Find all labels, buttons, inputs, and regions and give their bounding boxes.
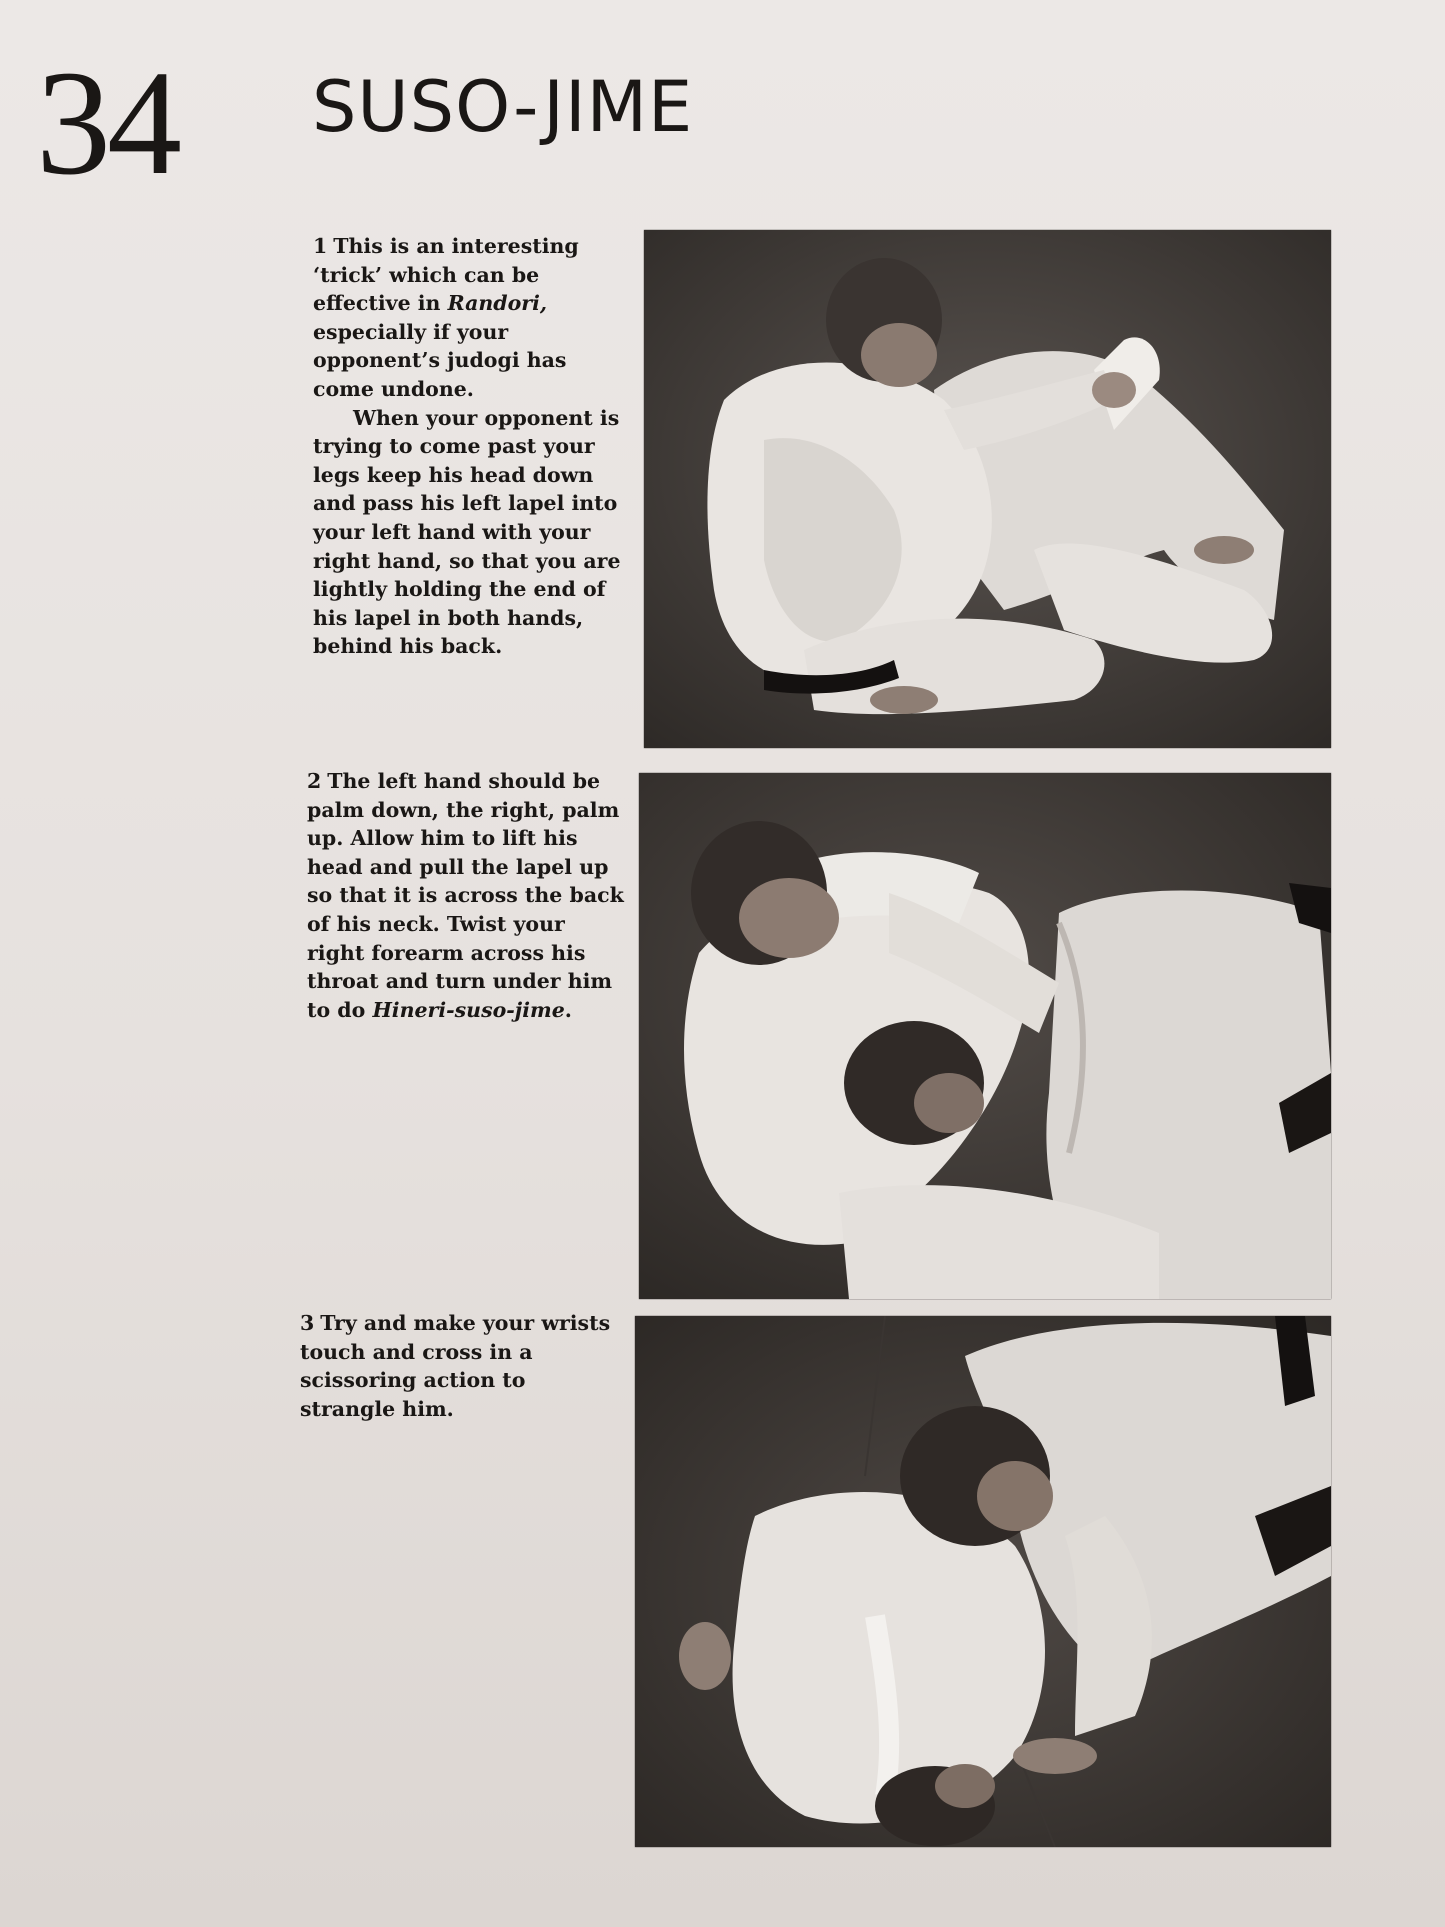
judo-photo-step-2 xyxy=(639,773,1331,1299)
step-2-text xyxy=(307,767,625,1024)
chapter-title: SUSO-JIME xyxy=(312,66,694,148)
step-2-number: 2 xyxy=(307,769,322,793)
step-2-term: Hineri-suso-jime xyxy=(372,997,565,1022)
judo-photo-step-3 xyxy=(635,1316,1331,1847)
judo-photo-step-1 xyxy=(644,230,1331,748)
step-1-text-pre: This is an interesting ‘trick’ which can be effective in xyxy=(313,234,579,316)
step-1-number: 1 xyxy=(313,234,328,258)
step-1-text xyxy=(313,232,631,661)
step-2-text-pre: The left hand should be palm down, the right, palm up. Allow him to lift his head and pull the lapel up so that it is across the back of his neck. Twist your right forearm across his throat and turn under him to do xyxy=(307,769,624,1022)
step-3-text-body: Try and make your wrists touch and cross in a scissoring action to strangle him. xyxy=(300,1311,611,1421)
step-3-number: 3 xyxy=(300,1311,315,1335)
photo-3-illustration xyxy=(635,1316,1331,1847)
step-1-term: Randori, xyxy=(447,291,548,316)
step-2-text-post: . xyxy=(564,997,572,1022)
step-3-text xyxy=(300,1309,618,1423)
page-number: 34 xyxy=(36,40,178,206)
step-1-text-post: especially if your opponent’s judogi has come undone. xyxy=(313,319,567,401)
step-1-paragraph-2: When your opponent is trying to come past your legs keep his head down and pass his left lapel into your left hand with your right hand, so that you are lightly holding the end of his lapel in both hands, behind his back. xyxy=(313,405,621,659)
photo-1-illustration xyxy=(644,230,1331,748)
photo-2-illustration xyxy=(639,773,1331,1299)
